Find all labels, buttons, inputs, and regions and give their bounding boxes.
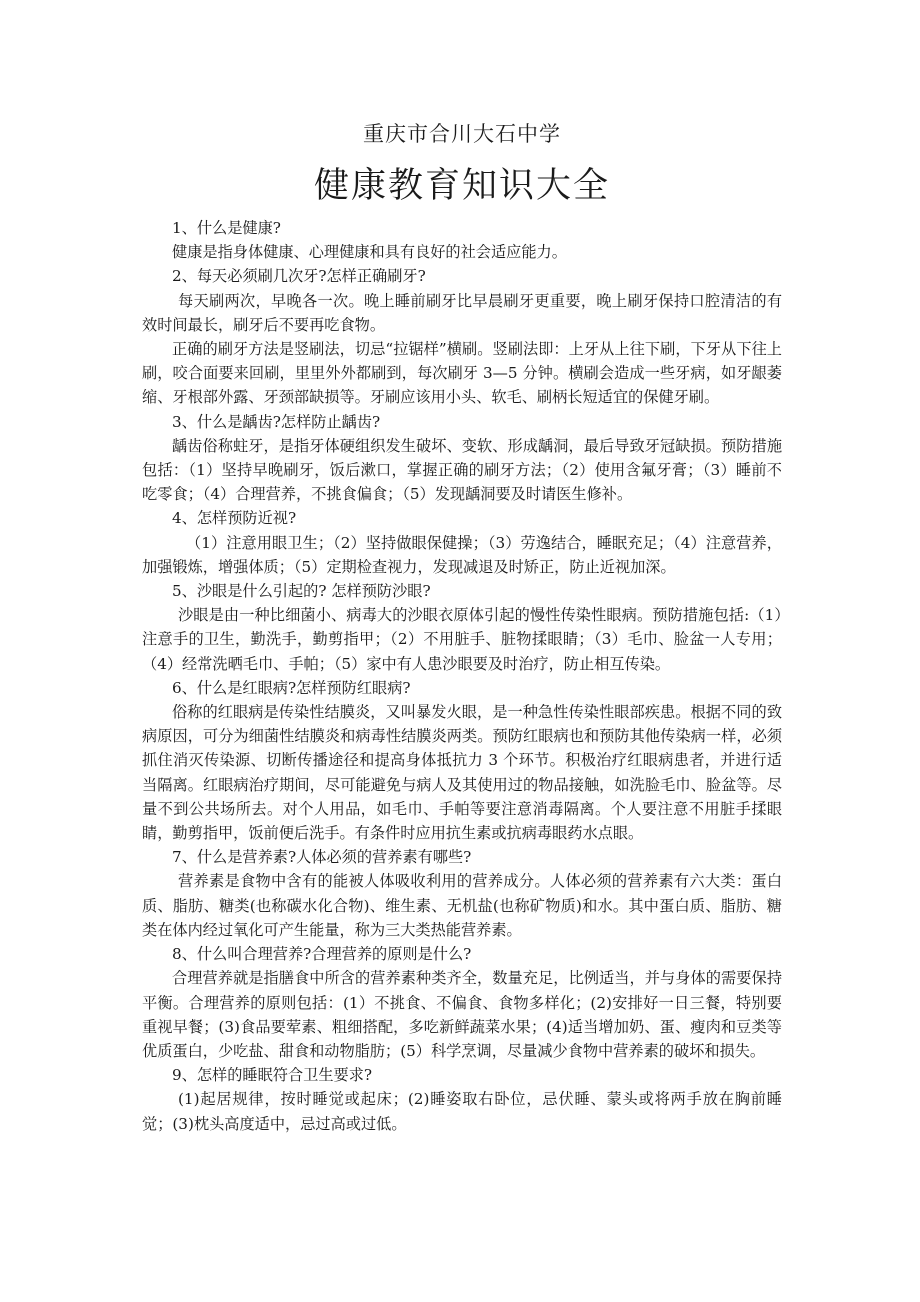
document-page xyxy=(142,118,782,1136)
question-heading: 6、什么是红眼病?怎样预防红眼病? xyxy=(172,678,411,697)
question-heading: 8、什么叫合理营养?合理营养的原则是什么? xyxy=(172,945,472,964)
document-title: 健康教育知识大全 xyxy=(313,166,610,206)
question-heading: 2、每天必须刷几次牙?怎样正确刷牙? xyxy=(172,267,426,286)
answer-paragraph: (1)起居规律，按时睡觉或起床；(2)睡姿取右卧位，忌伏睡、蒙头或将两手放在胸前睡觉；(3)枕头高度适中，忌过高或过低。 xyxy=(142,1090,782,1133)
answer-paragraph: 健康是指身体健康、心理健康和具有良好的社会适应能力。 xyxy=(172,243,567,262)
answer-paragraph: 沙眼是由一种比细菌小、病毒大的沙眼衣原体引起的慢性传染性眼病。预防措施包括:（1）注意手的卫生，勤洗手，勤剪指甲；（2）不用脏手、脏物揉眼睛；（3）毛巾、脸盆一人专用；（4）经常洗晒毛巾、手帕；（5）家中有人患沙眼要及时治疗，防止相互传染。 xyxy=(142,606,782,673)
answer-paragraph: （1）注意用眼卫生；（2）坚持做眼保健操；（3）劳逸结合，睡眠充足；（4）注意营养，加强锻炼，增强体质；（5）定期检查视力，发现减退及时矫正，防止近视加深。 xyxy=(142,533,782,576)
question-heading: 5、沙眼是什么引起的? 怎样预防沙眼? xyxy=(172,582,431,601)
question-heading: 1、什么是健康? xyxy=(172,219,281,237)
answer-paragraph: 正确的刷牙方法是竖刷法，切忌“拉锯样”横刷。竖刷法即：上牙从上往下刷，下牙从下往上刷，咬合面要来回刷，里里外外都刷到，每次刷牙 3—5 分钟。横刷会造成一些牙病，如牙龈萎缩、牙根部外露、牙颈部缺损等。牙刷应该用小头、软毛、刷柄长短适宜的保健牙刷。 xyxy=(142,340,782,407)
answer-paragraph: 龋齿俗称蛀牙，是指牙体硬组织发生破坏、变软、形成龋洞，最后导致牙冠缺损。预防措施包括：（1）坚持早晚刷牙，饭后漱口，掌握正确的刷牙方法；（2）使用含氟牙膏；（3）睡前不吃零食；（4）合理营养，不挑食偏食；（5）发现龋洞要及时请医生修补。 xyxy=(142,436,782,504)
answer-paragraph: 营养素是食物中含有的能被人体吸收利用的营养成分。人体必须的营养素有六大类：蛋白质、脂肪、糖类(也称碳水化合物)、维生素、无机盐(也称矿物质)和水。其中蛋白质、脂肪、糖类在体内经过氧化可产生能量，称为三大类热能营养素。 xyxy=(142,872,782,939)
answer-paragraph: 每天刷两次，早晚各一次。晚上睡前刷牙比早晨刷牙更重要，晚上刷牙保持口腔清洁的有效时间最长，刷牙后不要再吃食物。 xyxy=(142,291,782,334)
question-heading: 3、什么是龋齿?怎样防止龋齿? xyxy=(172,412,381,431)
question-heading: 9、怎样的睡眠符合卫生要求? xyxy=(172,1066,373,1085)
answer-paragraph: 俗称的红眼病是传染性结膜炎，又叫暴发火眼，是一种急性传染性眼部疾患。根据不同的致病原因，可分为细菌性结膜炎和病毒性结膜炎两类。预防红眼病也和预防其他传染病一样，必须抓住消灭传染源、切断传播途径和提高身体抵抗力 3 个环节。积极治疗红眼病患者，并进行适当隔离。红眼病治疗期间，尽可能避免与病人及其使用过的物品接触，如洗脸毛巾、脸盆等。尽量不到公共场所去。对个人用品，如毛巾、手帕等要注意消毒隔离。个人要注意不用脏手揉眼睛，勤剪指甲，饭前便后洗手。有条件时应用抗生素或抗病毒眼药水点眼。 xyxy=(142,703,782,843)
question-heading: 7、什么是营养素?人体必须的营养素有哪些? xyxy=(172,848,472,867)
school-name: 重庆市合川大石中学 xyxy=(363,122,561,146)
question-heading: 4、怎样预防近视? xyxy=(172,509,297,528)
answer-paragraph: 合理营养就是指膳食中所含的营养素种类齐全，数量充足，比例适当，并与身体的需要保持平衡。合理营养的原则包括：(1）不挑食、不偏食、食物多样化；(2)安排好一日三餐，特别要重视早餐；(3)食品要荤素、粗细搭配，多吃新鲜蔬菜水果；(4)适当增加奶、蛋、瘦肉和豆类等优质蛋白，少吃盐、甜食和动物脂肪；(5）科学烹调，尽量减少食物中营养素的破坏和损失。 xyxy=(142,969,782,1060)
